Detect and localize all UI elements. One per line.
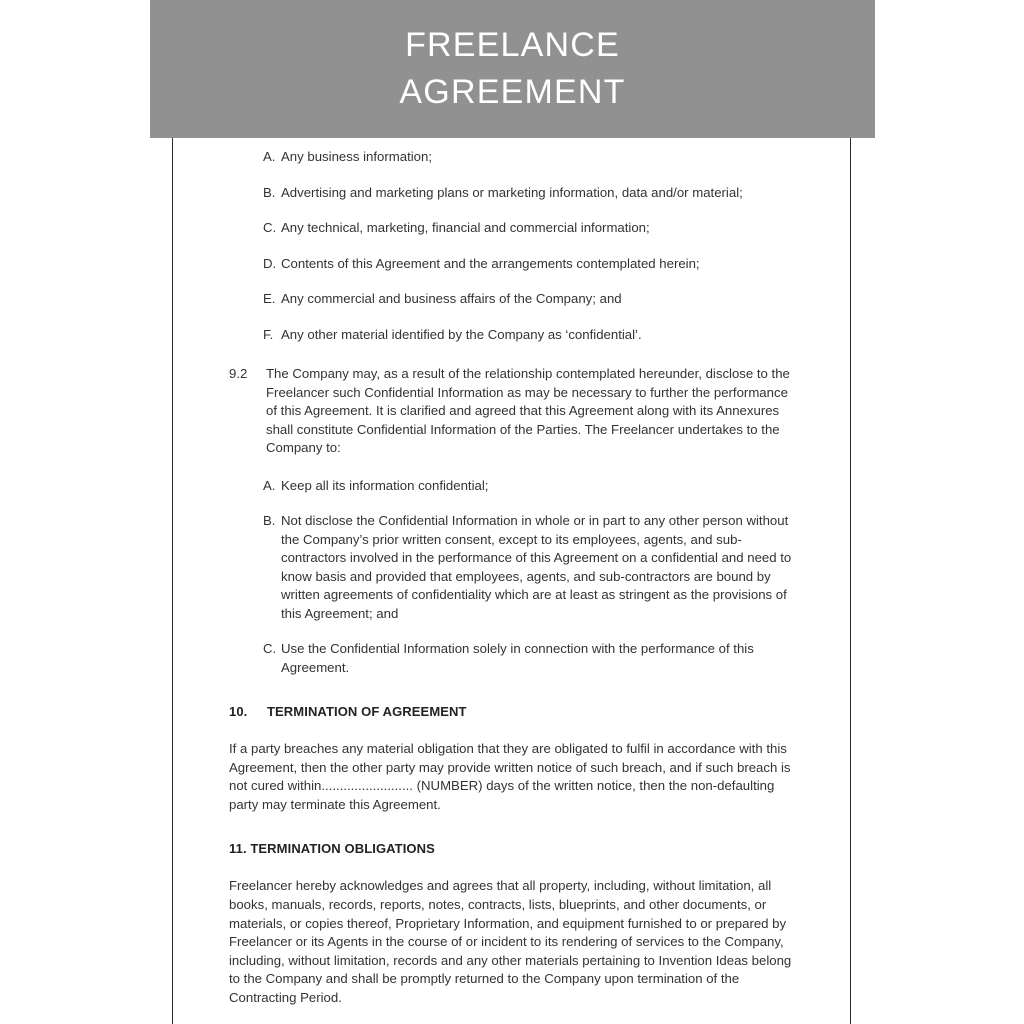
list-item-text: Use the Confidential Information solely in connection with the performance of this Agreement. xyxy=(281,641,754,675)
section-10-title: TERMINATION OF AGREEMENT xyxy=(267,704,467,719)
list-item-text: Not disclose the Confidential Information in whole or in part to any other person without the Company’s prior written consent, except to its employees, agents, and sub-contractors involved in the performance of this Agreement on a confidential and need to know basis and provided that employees, agents, and sub-contractors are bound by written agreements of confidentiality which are at least as stringent as the provisions of this Agreement; and xyxy=(281,513,792,621)
section-10-heading xyxy=(229,703,794,721)
section-11-title: TERMINATION OBLIGATIONS xyxy=(250,841,435,857)
list-item xyxy=(263,184,794,203)
list-item-letter: B. xyxy=(263,184,276,200)
document-body xyxy=(229,148,794,1012)
list-item-letter: C. xyxy=(263,641,277,656)
list-item-text: Any technical, marketing, financial and commercial information; xyxy=(281,220,650,235)
list-item xyxy=(263,640,794,677)
list-item xyxy=(263,148,794,167)
list-item-letter: C. xyxy=(263,220,277,235)
list-item-text: Keep all its information confidential; xyxy=(281,477,489,493)
list-item-text: Any business information; xyxy=(281,149,432,164)
section-10-number: 10. xyxy=(229,704,248,719)
list-item xyxy=(263,290,794,309)
list-item xyxy=(263,219,794,238)
document-title-line-1: FREELANCE xyxy=(405,26,620,64)
clause-9-2 xyxy=(229,365,794,458)
section-11-heading xyxy=(229,840,794,858)
document-title-banner xyxy=(150,0,875,138)
document-title-line-2: AGREEMENT xyxy=(399,73,626,111)
list-item xyxy=(263,255,794,274)
section-11-number: 11. xyxy=(229,841,247,857)
list-item xyxy=(263,512,794,623)
undertakings-list xyxy=(229,477,794,678)
list-item-letter: E. xyxy=(263,291,276,306)
list-item-letter: A. xyxy=(263,477,276,493)
list-item-text: Any commercial and business affairs of the Company; and xyxy=(281,291,622,306)
document-sheet xyxy=(172,138,851,1024)
list-item-letter: D. xyxy=(263,255,277,271)
clause-number: 9.2 xyxy=(229,366,248,381)
list-item-text: Advertising and marketing plans or marketing information, data and/or material; xyxy=(281,184,743,200)
list-item-text: Contents of this Agreement and the arrangements contemplated herein; xyxy=(281,255,700,271)
confidential-items-list xyxy=(229,148,794,344)
list-item-text: Any other material identified by the Company as ‘confidential’. xyxy=(281,326,642,342)
list-item-letter: F. xyxy=(263,326,274,342)
list-item xyxy=(263,326,794,345)
section-10-body: If a party breaches any material obligation that they are obligated to fulfil in accordance with this Agreement, then the other party may provide written notice of such breach, and if such breach is not cured within......................... (NUMBER) days of the written notice, then the non-defaulting party may terminate this Agreement. xyxy=(229,741,791,812)
list-item-letter: B. xyxy=(263,513,276,528)
clause-text: The Company may, as a result of the relationship contemplated hereunder, disclose to the Freelancer such Confidential Information as may be necessary to further the performance of this Agreement. It is clarified and agreed that this Agreement along with its Annexures shall constitute Confidential Information of the Parties. The Freelancer undertakes to the Company to: xyxy=(266,366,790,455)
list-item xyxy=(263,477,794,496)
section-11-body: Freelancer hereby acknowledges and agrees that all property, including, without limitation, all books, manuals, records, reports, notes, contracts, lists, blueprints, and other documents, or materials, or copies thereof, Proprietary Information, and equipment furnished to or prepared by Freelancer or its Agents in the course of or incident to its rendering of services to the Company, including, without limitation, records and any other materials pertaining to Invention Ideas belong to the Company and shall be promptly returned to the Company upon termination of the Contracting Period. xyxy=(229,878,792,1005)
list-item-letter: A. xyxy=(263,149,276,164)
